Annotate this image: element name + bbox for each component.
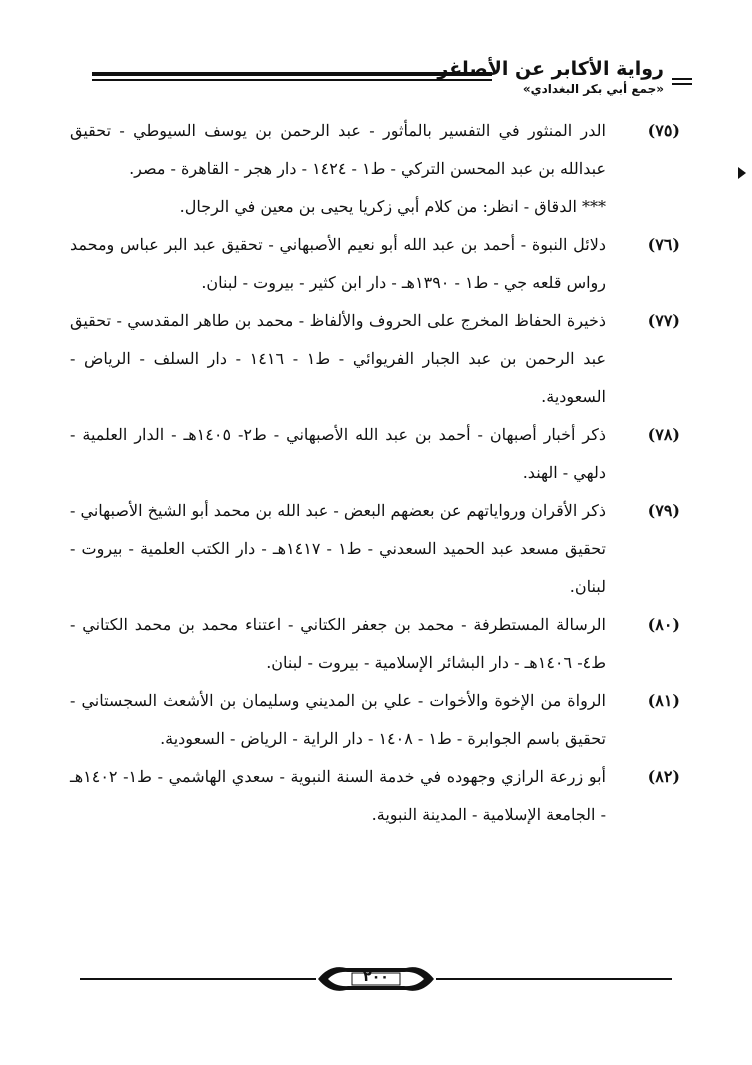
footer-rule: [80, 978, 316, 980]
header-rule: [92, 72, 492, 76]
entry-number: (٨٢): [647, 767, 680, 786]
entry-number: (٧٦): [647, 235, 680, 254]
bibliography-entry-77: [70, 302, 682, 416]
page-footer: [80, 958, 672, 1002]
entry-number: (٧٥): [647, 121, 680, 140]
cross-reference-note: [70, 188, 682, 226]
header-rule: [672, 83, 692, 85]
bibliography-entry-79: [70, 492, 682, 606]
entry-text: أبو زرعة الرازي وجهوده في خدمة السنة النبوية - سعدي الهاشمي - ط١- ١٤٠٢هـ - الجامعة الإسلامية - المدينة النبوية.: [70, 767, 606, 824]
entry-text: الرسالة المستطرفة - محمد بن جعفر الكتاني - اعتناء محمد بن محمد الكتاني - ط٤- ١٤٠٦هـ - دار البشائر الإسلامية - بيروت - لبنان.: [70, 615, 606, 672]
header-rule: [672, 78, 692, 80]
entry-number: (٧٩): [647, 501, 680, 520]
book-subtitle: «جمع أبي بكر البغدادي»: [522, 82, 664, 96]
bibliography-entry-78: [70, 416, 682, 492]
entry-text: ذكر الأقران ورواياتهم عن بعضهم البعض - عبد الله بن محمد أبو الشيخ الأصبهاني - تحقيق مسعد عبد الحميد السعدني - ط١ - ١٤١٧هـ - دار الكتب العلمية - بيروت - لبنان.: [70, 501, 607, 596]
entry-text: ذخيرة الحفاظ المخرج على الحروف والألفاظ - محمد بن طاهر المقدسي - تحقيق عبد الرحمن بن عبد الجبار الفريوائي - ط١ - ١٤١٦ - دار السلف - الرياض - السعودية.: [70, 311, 606, 406]
bibliography-entry-82: [70, 758, 682, 834]
entry-number: (٨١): [647, 691, 680, 710]
footer-rule: [436, 978, 672, 980]
entry-number: (٨٠): [647, 615, 680, 634]
bibliography-entry-76: [70, 226, 682, 302]
entry-text: الرواة من الإخوة والأخوات - علي بن المديني وسليمان بن الأشعث السجستاني - تحقيق باسم الجوابرة - ط١ - ١٤٠٨ - دار الراية - الرياض - السعودية.: [70, 691, 606, 748]
page-number: ٢٠٠: [363, 969, 389, 985]
entry-text: الدر المنثور في التفسير بالمأثور - عبد الرحمن بن يوسف السيوطي - تحقيق عبدالله بن عبد المحسن التركي - ط١ - ١٤٢٤ - دار هجر - القاهرة - مصر.: [70, 121, 606, 178]
bibliography-entry-80: [70, 606, 682, 682]
bibliography-entry-81: [70, 682, 682, 758]
book-title: رواية الأكابر عن الأصاغر: [437, 58, 664, 80]
note-text: *** الدقاق - انظر: من كلام أبي زكريا يحيى بن معين في الرجال.: [179, 197, 606, 216]
header-rule: [92, 79, 492, 81]
page-number-ornament: [316, 960, 436, 998]
entry-text: ذكر أخبار أصبهان - أحمد بن عبد الله الأصبهاني - ط٢- ١٤٠٥هـ - الدار العلمية - دلهي - الهند.: [70, 425, 606, 482]
bibliography-list: [70, 112, 682, 942]
bibliography-entry-75: [70, 112, 682, 188]
entry-number: (٧٧): [647, 311, 680, 330]
entry-number: (٧٨): [647, 425, 680, 444]
margin-arrow-icon: [738, 164, 746, 183]
entry-text: دلائل النبوة - أحمد بن عبد الله أبو نعيم الأصبهاني - تحقيق عبد البر عباس ومحمد رواس قلعه جي - ط١ - ١٣٩٠هـ - دار ابن كثير - بيروت - لبنان.: [70, 235, 606, 292]
running-header: [86, 52, 692, 104]
